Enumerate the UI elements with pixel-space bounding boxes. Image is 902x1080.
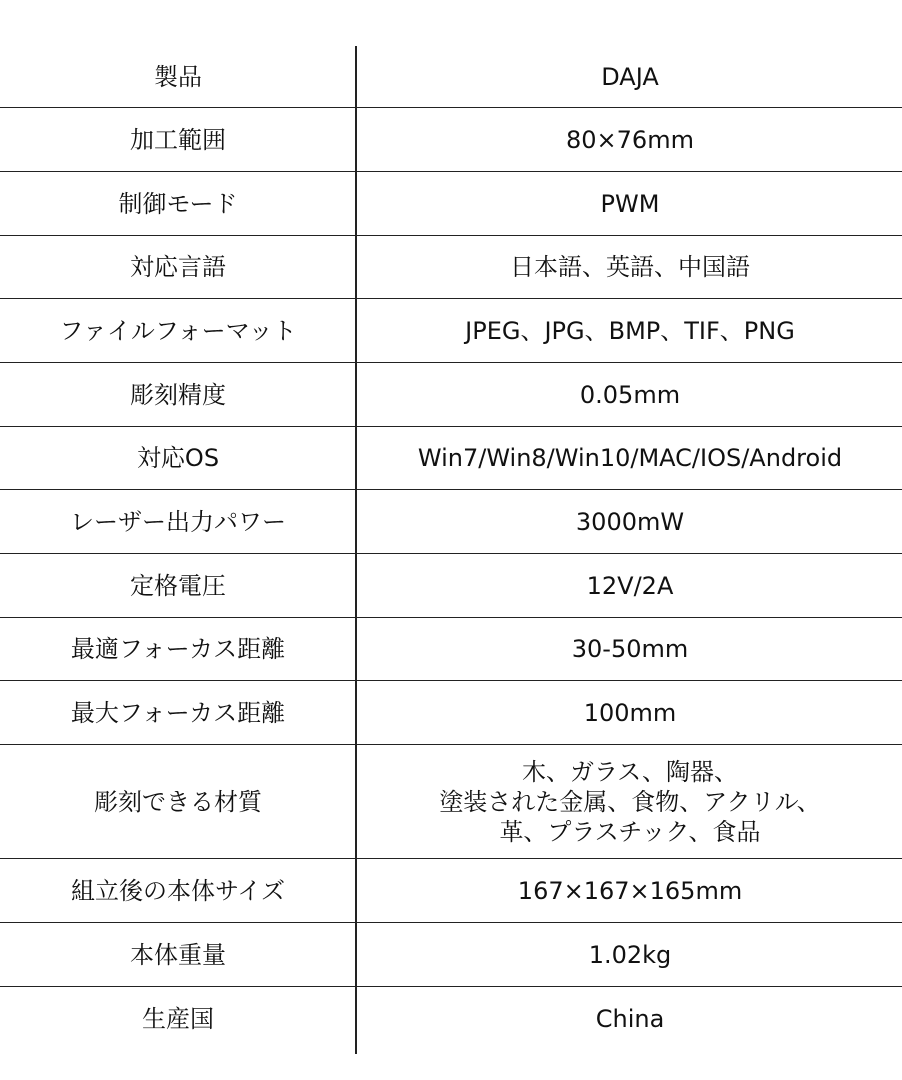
spec-label: 組立後の本体サイズ — [70, 876, 286, 905]
spec-label: 対応OS — [136, 444, 220, 472]
spec-row-processing-area — [0, 108, 902, 172]
spec-value: PWM — [600, 189, 660, 218]
spec-label: 定格電圧 — [130, 571, 226, 600]
spec-row-control-mode — [0, 172, 902, 236]
spec-label: 加工範囲 — [130, 125, 226, 154]
spec-row-file-format — [0, 299, 902, 363]
spec-value: 167×167×165mm — [517, 876, 743, 905]
spec-label: 制御モード — [118, 189, 238, 218]
spec-value: 1.02kg — [588, 940, 672, 969]
spec-label: 最大フォーカス距離 — [70, 698, 286, 727]
spec-row-engraving-precision — [0, 363, 902, 427]
spec-value: 3000mW — [575, 507, 685, 536]
spec-value: 12V/2A — [586, 571, 674, 600]
spec-row-assembled-size — [0, 859, 902, 923]
spec-table — [0, 46, 902, 1050]
spec-row-materials — [0, 745, 902, 859]
spec-label: 対応言語 — [130, 253, 226, 281]
spec-value: 日本語、英語、中国語 — [510, 253, 750, 281]
spec-value: Win7/Win8/Win10/MAC/IOS/Android — [417, 444, 843, 472]
spec-value: 30-50mm — [571, 635, 689, 663]
spec-label: 生産国 — [142, 1004, 214, 1033]
spec-value: 木、ガラス、陶器、 塗装された金属、食物、アクリル、 革、プラスチック、食品 — [439, 757, 821, 846]
spec-row-laser-power — [0, 490, 902, 554]
spec-row-optimal-focus — [0, 618, 902, 681]
spec-value: China — [595, 1004, 665, 1033]
spec-row-country — [0, 987, 902, 1050]
spec-label: レーザー出力パワー — [70, 507, 286, 536]
spec-label: 製品 — [154, 62, 202, 91]
spec-label: 彫刻できる材質 — [94, 787, 262, 816]
spec-label: 本体重量 — [130, 940, 226, 969]
spec-row-rated-voltage — [0, 554, 902, 618]
spec-value: 0.05mm — [579, 380, 681, 409]
spec-label: 最適フォーカス距離 — [70, 635, 286, 663]
spec-row-product — [0, 46, 902, 108]
spec-row-weight — [0, 923, 902, 987]
spec-label: ファイルフォーマット — [59, 316, 297, 345]
spec-label: 彫刻精度 — [130, 380, 226, 409]
spec-value: JPEG、JPG、BMP、TIF、PNG — [465, 316, 795, 345]
spec-value: 100mm — [583, 698, 677, 727]
spec-row-max-focus — [0, 681, 902, 745]
spec-value: 80×76mm — [566, 125, 694, 154]
spec-row-languages — [0, 236, 902, 299]
spec-row-supported-os — [0, 427, 902, 490]
spec-value: DAJA — [601, 62, 659, 91]
